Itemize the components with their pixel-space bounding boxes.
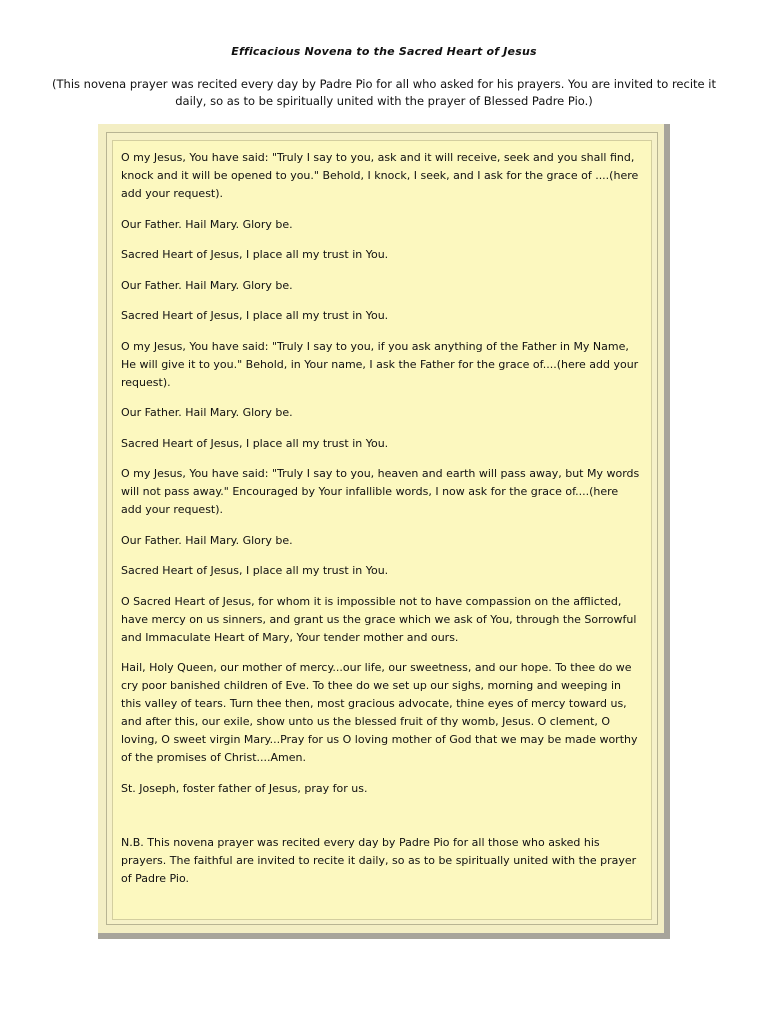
prayer-paragraph-request-3: O my Jesus, You have said: "Truly I say to you, heaven and earth will pass away, but My words will not pass away." Encouraged by Your infallible words, I now ask for the grace of....(here add your request). <box>121 467 640 516</box>
prayer-paragraph-trust-1: Sacred Heart of Jesus, I place all my trust in You. <box>121 248 389 261</box>
document-title: Efficacious Novena to the Sacred Heart of Jesus <box>231 45 537 58</box>
prayer-paragraph-request-1: O my Jesus, You have said: "Truly I say to you, ask and it will receive, seek and you shall find, knock and it will be opened to you." Behold, I knock, I seek, and I ask for the grace of ....(here add your request). <box>121 151 639 200</box>
prayer-paragraph-trust-2: Sacred Heart of Jesus, I place all my trust in You. <box>121 309 389 322</box>
prayer-paragraph-our-father-4: Our Father. Hail Mary. Glory be. <box>121 533 293 547</box>
prayer-paragraph-trust-3: Sacred Heart of Jesus, I place all my trust in You. <box>121 436 389 450</box>
prayer-paragraph-our-father-1: Our Father. Hail Mary. Glory be. <box>121 217 293 231</box>
prayer-paragraph-hail-holy-queen: Hail, Holy Queen, our mother of mercy...our life, our sweetness, and our hope. To thee do we cry poor banished children of Eve. To thee do we set up our sighs, morning and weeping in this valley of tears. Turn thee then, most gracious advocate, thine eyes of mercy toward us, and after this, our exile, show unto us the blessed fruit of thy womb, Jesus. O clement, O loving, O sweet virgin Mary...Pray for us O loving mother of God that we may be made worthy of the promises of Christ....Amen. <box>121 661 638 764</box>
note-paragraph: N.B. This novena prayer was recited every day by Padre Pio for all those who asked his prayers. The faithful are invited to recite it daily, so as to be spiritually united with the prayer of Padre Pio. <box>121 835 637 885</box>
prayer-content <box>121 149 641 900</box>
prayer-paragraph-our-father-3: Our Father. Hail Mary. Glory be. <box>121 406 293 419</box>
prayer-paragraph-trust-4: Sacred Heart of Jesus, I place all my trust in You. <box>121 564 389 577</box>
prayer-paragraph-request-2: O my Jesus, You have said: "Truly I say to you, if you ask anything of the Father in My Name, He will give it to you." Behold, in Your name, I ask the Father for the grace of....(here add your request). <box>121 339 639 389</box>
prayer-paragraph-our-father-2: Our Father. Hail Mary. Glory be. <box>121 278 293 292</box>
prayer-paragraph-st-joseph: St. Joseph, foster father of Jesus, pray for us. <box>121 781 368 795</box>
intro-text: (This novena prayer was recited every day by Padre Pio for all who asked for his prayers. You are invited to recite it daily, so as to be spiritually united with the prayer of Blessed Padre Pio.) <box>52 77 716 108</box>
prayer-paragraph-sacred-heart: O Sacred Heart of Jesus, for whom it is impossible not to have compassion on the afflicted, have mercy on us sinners, and grant us the grace which we ask of You, through the Sorrowful and Immaculate Heart of Mary, Your tender mother and ours. <box>121 594 637 644</box>
